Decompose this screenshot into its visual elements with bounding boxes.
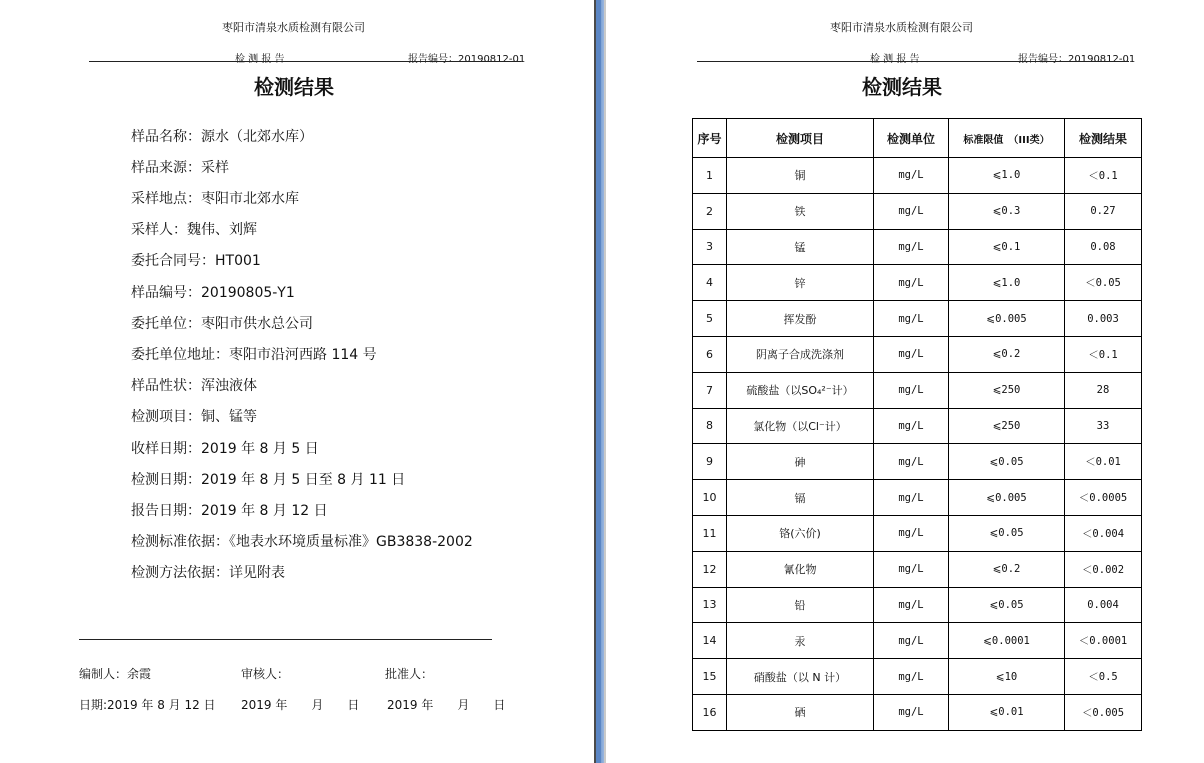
cell-item: 铅 (727, 587, 874, 623)
cell-no: 3 (693, 229, 727, 265)
cell-limit: ⩽0.2 (949, 336, 1065, 372)
table-row (693, 587, 1142, 623)
field-report-date: 报告日期：2019 年 8 月 12 日 (131, 503, 328, 519)
compiler-date: 日期:2019 年 8 月 12 日 (79, 698, 216, 712)
cell-unit: mg/L (874, 301, 949, 337)
cell-item: 阴离子合成洗涤剂 (727, 336, 874, 372)
field-standard: 检测标准依据：《地表水环境质量标准》GB3838-2002 (131, 534, 473, 550)
table-row (693, 623, 1142, 659)
cell-unit: mg/L (874, 587, 949, 623)
cell-unit: mg/L (874, 372, 949, 408)
page-title: 检测结果 (254, 75, 334, 99)
field-sample-name: 样品名称：源水（北郊水库） (131, 129, 313, 145)
reviewer-label: 审核人： (241, 667, 290, 681)
table-row (693, 694, 1142, 730)
cell-result: ＜0.01 (1065, 444, 1142, 480)
results-table (692, 118, 1142, 731)
cell-result: 0.08 (1065, 229, 1142, 265)
cell-limit: ⩽0.0001 (949, 623, 1065, 659)
cell-unit: mg/L (874, 694, 949, 730)
cell-limit: ⩽0.3 (949, 193, 1065, 229)
cell-limit: ⩽250 (949, 372, 1065, 408)
cell-unit: mg/L (874, 158, 949, 194)
field-test-items: 检测项目：铜、锰等 (131, 409, 257, 425)
cell-unit: mg/L (874, 515, 949, 551)
cell-no: 2 (693, 193, 727, 229)
cell-limit: ⩽1.0 (949, 265, 1065, 301)
cell-no: 4 (693, 265, 727, 301)
field-receive-date: 收样日期：2019 年 8 月 5 日 (131, 441, 319, 457)
cell-limit: ⩽10 (949, 659, 1065, 695)
cell-result: ＜0.05 (1065, 265, 1142, 301)
header-limit: 标准限值 （III类） (949, 119, 1065, 158)
cell-no: 6 (693, 336, 727, 372)
cell-unit: mg/L (874, 623, 949, 659)
cell-item: 氯化物（以Cl⁻计） (727, 408, 874, 444)
cell-limit: ⩽0.1 (949, 229, 1065, 265)
header-unit: 检测单位 (874, 119, 949, 158)
cell-item: 硝酸盐（以 N 计） (727, 659, 874, 695)
cell-result: ＜0.0001 (1065, 623, 1142, 659)
cell-limit: ⩽0.01 (949, 694, 1065, 730)
company-header: 枣阳市清泉水质检测有限公司 (830, 21, 973, 34)
cell-limit: ⩽0.05 (949, 587, 1065, 623)
table-row (693, 193, 1142, 229)
compiler-label: 编制人：余霞 (79, 667, 152, 681)
cell-item: 硫酸盐（以SO₄²⁻计） (727, 372, 874, 408)
cell-no: 11 (693, 515, 727, 551)
cell-unit: mg/L (874, 408, 949, 444)
table-row (693, 551, 1142, 587)
header-result: 检测结果 (1065, 119, 1142, 158)
cell-limit: ⩽0.05 (949, 444, 1065, 480)
cell-result: 0.27 (1065, 193, 1142, 229)
cell-no: 13 (693, 587, 727, 623)
cell-unit: mg/L (874, 193, 949, 229)
cell-result: 0.003 (1065, 301, 1142, 337)
cell-no: 16 (693, 694, 727, 730)
table-header-row (693, 119, 1142, 158)
cell-result: ＜0.005 (1065, 694, 1142, 730)
cell-limit: ⩽0.2 (949, 551, 1065, 587)
cell-result: ＜0.0005 (1065, 480, 1142, 516)
field-sample-source: 样品来源：采样 (131, 160, 229, 176)
cell-no: 5 (693, 301, 727, 337)
reviewer-date: 2019 年 月 日 (241, 698, 360, 712)
field-client: 委托单位：枣阳市供水总公司 (131, 316, 313, 332)
cell-no: 1 (693, 158, 727, 194)
report-page-results (608, 0, 1204, 763)
report-label: 检 测 报 告 (235, 54, 285, 65)
table-row (693, 158, 1142, 194)
table-row (693, 301, 1142, 337)
field-method: 检测方法依据：详见附表 (131, 565, 285, 581)
approver-label: 批准人： (385, 667, 434, 681)
table-row (693, 372, 1142, 408)
table-row (693, 229, 1142, 265)
page-divider (594, 0, 608, 763)
cell-item: 锌 (727, 265, 874, 301)
cell-no: 9 (693, 444, 727, 480)
report-label: 检 测 报 告 (870, 54, 920, 65)
cell-limit: ⩽1.0 (949, 158, 1065, 194)
field-sample-state: 样品性状：浑浊液体 (131, 378, 257, 394)
cell-no: 15 (693, 659, 727, 695)
cell-result: 0.004 (1065, 587, 1142, 623)
table-row (693, 480, 1142, 516)
cell-unit: mg/L (874, 229, 949, 265)
cell-limit: ⩽0.05 (949, 515, 1065, 551)
cell-unit: mg/L (874, 444, 949, 480)
cell-item: 铜 (727, 158, 874, 194)
cell-result: 33 (1065, 408, 1142, 444)
table-row (693, 336, 1142, 372)
field-sample-no: 样品编号：20190805-Y1 (131, 285, 295, 301)
cell-item: 汞 (727, 623, 874, 659)
cell-no: 14 (693, 623, 727, 659)
cell-unit: mg/L (874, 336, 949, 372)
header-item: 检测项目 (727, 119, 874, 158)
table-row (693, 444, 1142, 480)
field-sampler: 采样人：魏伟、刘辉 (131, 222, 257, 238)
cell-item: 硒 (727, 694, 874, 730)
cell-result: ＜0.002 (1065, 551, 1142, 587)
field-client-address: 委托单位地址：枣阳市沿河西路 114 号 (131, 347, 377, 363)
cell-limit: ⩽0.005 (949, 301, 1065, 337)
cell-limit: ⩽0.005 (949, 480, 1065, 516)
header-rule (89, 61, 521, 62)
field-test-date: 检测日期：2019 年 8 月 5 日至 8 月 11 日 (131, 472, 406, 488)
cell-result: ＜0.1 (1065, 158, 1142, 194)
cell-item: 铁 (727, 193, 874, 229)
header-no: 序号 (693, 119, 727, 158)
approver-date: 2019 年 月 日 (387, 698, 506, 712)
cell-result: 28 (1065, 372, 1142, 408)
cell-no: 10 (693, 480, 727, 516)
cell-item: 锰 (727, 229, 874, 265)
cell-unit: mg/L (874, 265, 949, 301)
cell-limit: ⩽250 (949, 408, 1065, 444)
cell-no: 8 (693, 408, 727, 444)
field-sampling-site: 采样地点：枣阳市北郊水库 (131, 191, 299, 207)
table-row (693, 408, 1142, 444)
cell-item: 砷 (727, 444, 874, 480)
cell-unit: mg/L (874, 480, 949, 516)
cell-result: ＜0.5 (1065, 659, 1142, 695)
cell-no: 12 (693, 551, 727, 587)
cell-result: ＜0.004 (1065, 515, 1142, 551)
cell-item: 挥发酚 (727, 301, 874, 337)
header-rule (697, 61, 1129, 62)
cell-no: 7 (693, 372, 727, 408)
cell-item: 镉 (727, 480, 874, 516)
cell-unit: mg/L (874, 551, 949, 587)
cell-result: ＜0.1 (1065, 336, 1142, 372)
signature-rule (79, 639, 492, 640)
table-row (693, 515, 1142, 551)
cell-item: 氰化物 (727, 551, 874, 587)
table-row (693, 659, 1142, 695)
field-contract-no: 委托合同号：HT001 (131, 253, 261, 269)
report-page-cover (0, 0, 594, 763)
table-row (693, 265, 1142, 301)
report-number: 报告编号：20190812-01 (408, 54, 526, 65)
cell-item: 铬(六价) (727, 515, 874, 551)
company-header: 枣阳市清泉水质检测有限公司 (222, 21, 365, 34)
page-title: 检测结果 (862, 75, 942, 99)
cell-unit: mg/L (874, 659, 949, 695)
report-number: 报告编号：20190812-01 (1018, 54, 1136, 65)
